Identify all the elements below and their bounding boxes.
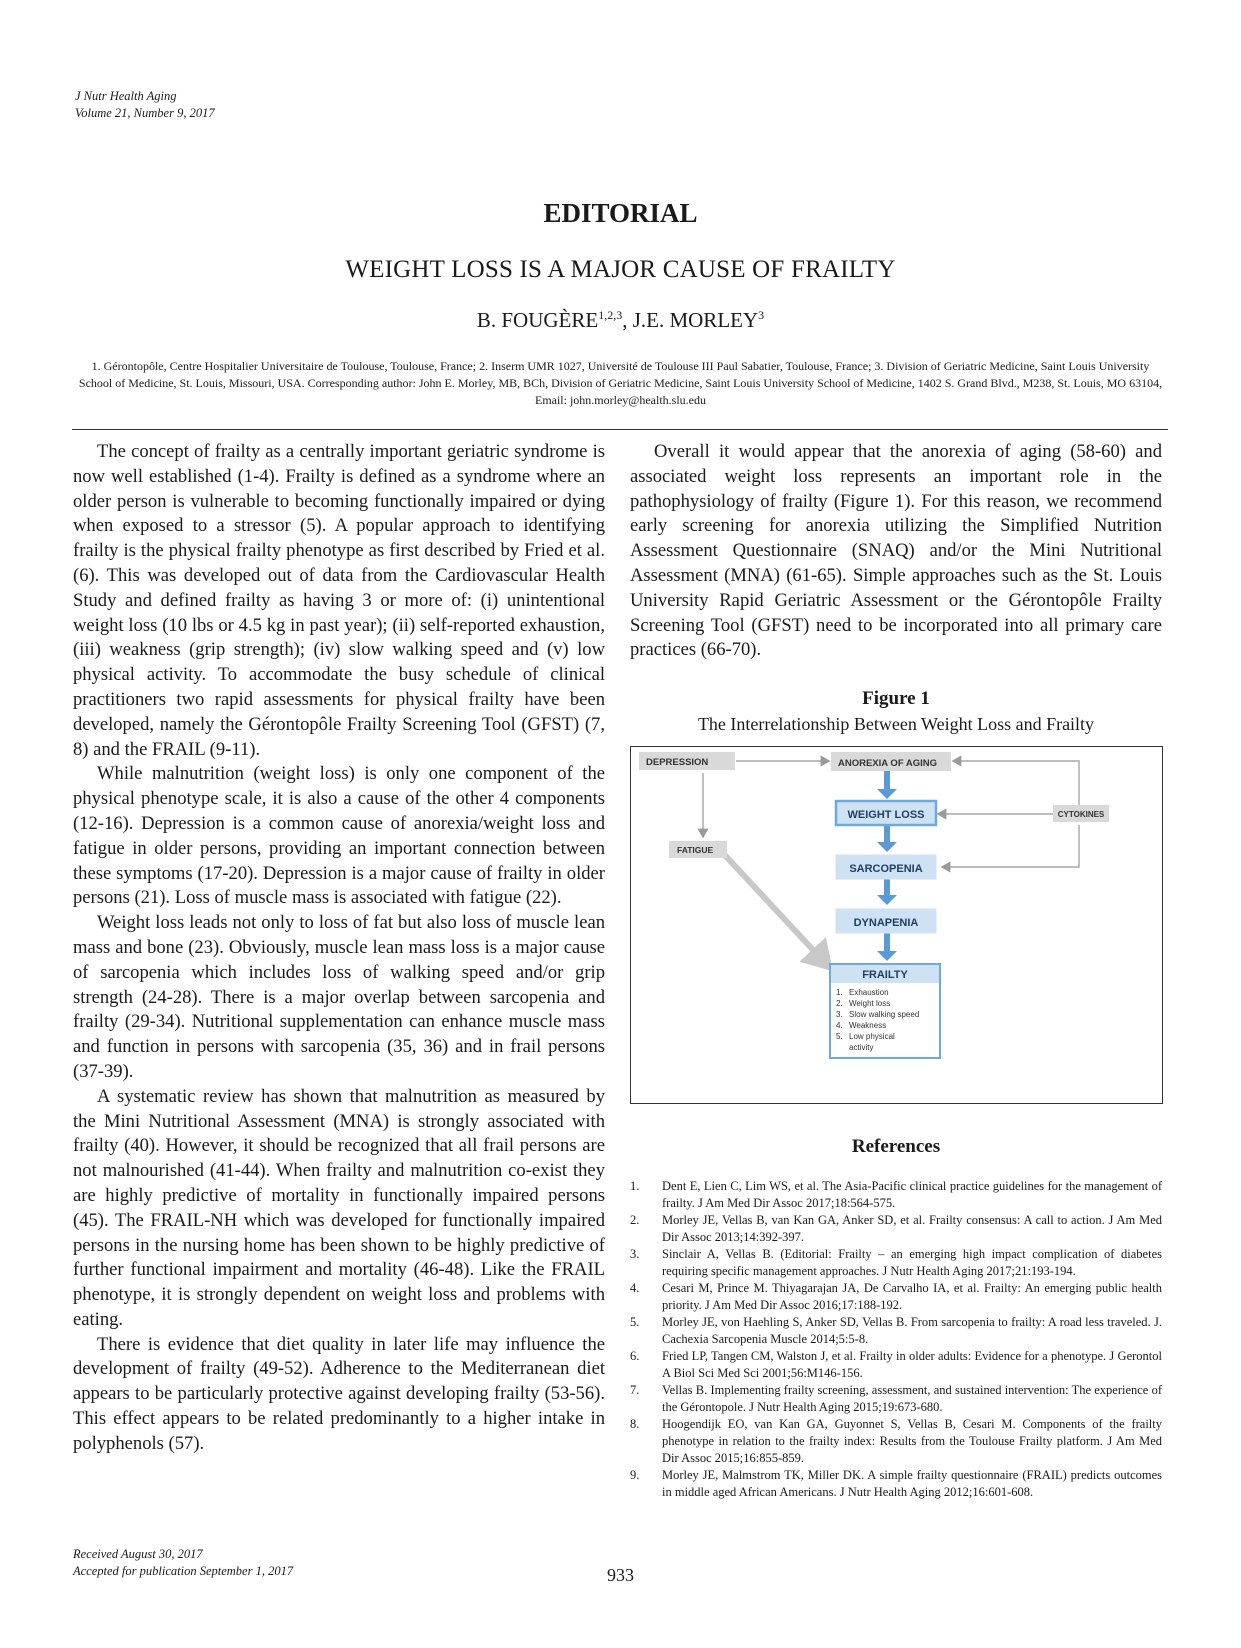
paragraph: A systematic review has shown that malnutrition as measured by the Mini Nutritional Assessment (MNA) is strongly associated with frailty (40). However, it should be recognized that all frail persons are not malnourished (41-44). When frailty and malnutrition co-exist they are highly predictive of mortality in functionally impaired persons (45). The FRAIL-NH which was developed for functionally impaired persons in the nursing home has been shown to be highly predictive of further functional impairment and mortality (46-48). Like the FRAIL phenotype, it is strongly dependent on weight loss and problems with eating. (73, 1085, 605, 1330)
svg-text:DEPRESSION: DEPRESSION (646, 757, 709, 768)
node-cytokines (1053, 805, 1109, 822)
svg-text:FRAILTY: FRAILTY (862, 969, 908, 981)
node-depression (639, 752, 735, 770)
reference-item: 8. Hoogendijk EO, van Kan GA, Guyonnet S, Vellas B, Cesari M. Components of the frailty phenotype in relation to the frailty index: Results from the Toulouse Frailty platform. J Am Med Dir Assoc 2015;16:855-859. (630, 1417, 1162, 1465)
svg-text:FATIGUE: FATIGUE (677, 845, 714, 855)
reference-item: 5. Morley JE, von Haehling S, Anker SD, Vellas B. From sarcopenia to frailty: A road less traveled. J. Cachexia Sarcopenia Muscle 2014;5:5-8. (630, 1315, 1162, 1346)
diagram-canvas (631, 747, 1162, 1103)
node-sarcopenia (836, 855, 936, 879)
body-right-column (630, 440, 1162, 663)
paragraph: Weight loss leads not only to loss of fat but also loss of muscle lean mass and bone (23). Obviously, muscle lean mass loss is a major cause of sarcopenia which includes loss of walking speed and/or grip strength (24-28). There is a major overlap between sarcopenia and frailty (29-34). Nutritional supplementation can enhance muscle mass and function in persons with sarcopenia (35, 36) and in frail persons (37-39). (73, 912, 605, 1082)
svg-text:DYNAPENIA: DYNAPENIA (853, 917, 919, 929)
references-heading: References (851, 1136, 941, 1157)
svg-text:5.: 5. (836, 1032, 843, 1041)
svg-text:Exhaustion: Exhaustion (849, 988, 889, 997)
accepted-date: Accepted for publication September 1, 2017 (73, 1564, 294, 1578)
reference-item: 6. Fried LP, Tangen CM, Walston J, et al. Frailty in older adults: Evidence for a phenotype. J Gerontol A Biol Sci Med Sci 2001;56:M146-156. (630, 1349, 1162, 1380)
svg-text:activity: activity (849, 1043, 874, 1052)
body-left-column (73, 440, 605, 1457)
node-frailty (830, 964, 940, 1058)
figure-caption: The Interrelationship Between Weight Loss and Frailty (697, 714, 1095, 734)
received-date: Received August 30, 2017 (73, 1547, 203, 1561)
paragraph: There is evidence that diet quality in later life may influence the development of frailty (49-52). Adherence to the Mediterranean diet appears to be particularly protective against developing frailty (53-56). This effect appears to be related predominantly to a higher intake in polyphenols (57). (73, 1333, 605, 1454)
svg-text:ANOREXIA OF AGING: ANOREXIA OF AGING (838, 758, 938, 769)
page-number: 933 (607, 1565, 634, 1585)
author-1: B. FOUGÈRE (476, 308, 599, 332)
paragraph: The concept of frailty as a centrally important geriatric syndrome is now well established (1-4). Frailty is defined as a syndrome where an older person is vulnerable to becoming functionally impaired or dying when exposed to a stressor (5). A popular approach to identifying frailty is the physical frailty phenotype as first described by Fried et al. (6). This was developed out of data from the Cardiovascular Health Study and defined frailty as having 3 or more of: (i) unintentional weight loss (10 lbs or 4.5 kg in past year); (ii) self-reported exhaustion, (iii) weakness (grip strength); (iv) slow walking speed and (v) low physical activity. To accommodate the busy schedule of clinical practitioners two rapid assessments for physical frailty have been developed, namely the Gérontopôle Frailty Screening Tool (GFST) (7, 8) and the FRAIL (9-11). (73, 441, 605, 760)
reference-item: 1. Dent E, Lien C, Lim WS, et al. The Asia-Pacific clinical practice guidelines for the management of frailty. J Am Med Dir Assoc 2017;18:564-575. (630, 1179, 1162, 1210)
header-divider (72, 429, 1168, 430)
svg-text:SARCOPENIA: SARCOPENIA (849, 863, 923, 875)
svg-text:Low physical: Low physical (849, 1032, 895, 1041)
node-fatigue (669, 841, 727, 858)
affiliations: 1. Gérontopôle, Centre Hospitalier Universitaire de Toulouse, Toulouse, France; 2. Inserm UMR 1027, Université de Toulouse III Paul Sabatier, Toulouse, France; 3. Division of Geriatric Medicine, Saint Louis University School of Medicine, St. Louis, Missouri, USA. Corresponding author: John E. Morley, MB, BCh, Division of Geriatric Medicine, Saint Louis University School of Medicine, 1402 S. Grand Blvd., M238, St. Louis, MO 63104, Email: john.morley@health.slu.edu (78, 359, 1163, 407)
paragraph: While malnutrition (weight loss) is only one component of the physical phenotype scale, it is also a cause of the other 4 components (12-16). Depression is a common cause of anorexia/weight loss and fatigue in older persons, providing an important connection between these symptoms (17-20). Depression is a major cause of frailty in older persons (21). Loss of muscle mass is associated with fatigue (22). (73, 763, 605, 909)
svg-text:CYTOKINES: CYTOKINES (1057, 810, 1105, 819)
author-2: J.E. MORLEY (632, 308, 759, 332)
svg-text:Weight loss: Weight loss (849, 999, 891, 1008)
svg-text:WEIGHT LOSS: WEIGHT LOSS (847, 809, 925, 821)
figure-label: Figure 1 (862, 688, 930, 709)
reference-item: 2. Morley JE, Vellas B, van Kan GA, Anker SD, et al. Frailty consensus: A call to action. J Am Med Dir Assoc 2013;14:392-397. (630, 1213, 1162, 1244)
figure-diagram (630, 746, 1163, 1104)
svg-text:1.: 1. (836, 988, 843, 997)
node-weight-loss (836, 801, 936, 825)
reference-item: 7. Vellas B. Implementing frailty screening, assessment, and sustained intervention: The experience of the Gérontopole. J Nutr Health Aging 2015;19:673-680. (630, 1383, 1162, 1414)
reference-item: 9. Morley JE, Malmstrom TK, Miller DK. A simple frailty questionnaire (FRAIL) predicts outcomes in middle aged African Americans. J Nutr Health Aging 2012;16:601-608. (630, 1468, 1162, 1499)
svg-text:2.: 2. (836, 999, 843, 1008)
svg-text:Weakness: Weakness (849, 1021, 887, 1030)
article-title: WEIGHT LOSS IS A MAJOR CAUSE OF FRAILTY (345, 256, 896, 283)
journal-header (75, 88, 215, 122)
node-anorexia (831, 752, 951, 771)
svg-text:4.: 4. (836, 1021, 843, 1030)
paragraph: Overall it would appear that the anorexia of aging (58-60) and associated weight loss represents an important role in the pathophysiology of frailty (Figure 1). For this reason, we recommend early screening for anorexia utilizing the Simplified Nutrition Assessment Questionnaire (SNAQ) and/or the Mini Nutritional Assessment (MNA) (61-65). Simple approaches such as the St. Louis University Rapid Geriatric Assessment or the Gérontopôle Frailty Screening Tool (GFST) need to be incorporated into all primary care practices (66-70). (630, 441, 1162, 661)
journal-volume: Volume 21, Number 9, 2017 (75, 106, 215, 120)
reference-item: 3. Sinclair A, Vellas B. (Editorial: Frailty – an emerging high impact complication of diabetes requiring specific management approaches. J Nutr Health Aging 2017;21:193-194. (630, 1247, 1162, 1278)
author-1-affil: 1,2,3 (598, 308, 623, 322)
fatigue-to-frailty-arrow (721, 851, 829, 967)
authors (0, 308, 1241, 333)
reference-item: 4. Cesari M, Prince M. Thiyagarajan JA, De Carvalho IA, et al. Frailty: An emerging public health priority. J Am Med Dir Assoc 2016;17:188-192. (630, 1281, 1162, 1312)
article-type: EDITORIAL (543, 198, 698, 228)
svg-text:3.: 3. (836, 1010, 843, 1019)
author-2-affil: 3 (758, 308, 765, 322)
svg-text:Slow walking speed: Slow walking speed (849, 1010, 920, 1019)
journal-name: J Nutr Health Aging (75, 89, 177, 103)
references-list (630, 1178, 1162, 1501)
node-dynapenia (836, 909, 936, 933)
author-separator: , (622, 308, 633, 332)
